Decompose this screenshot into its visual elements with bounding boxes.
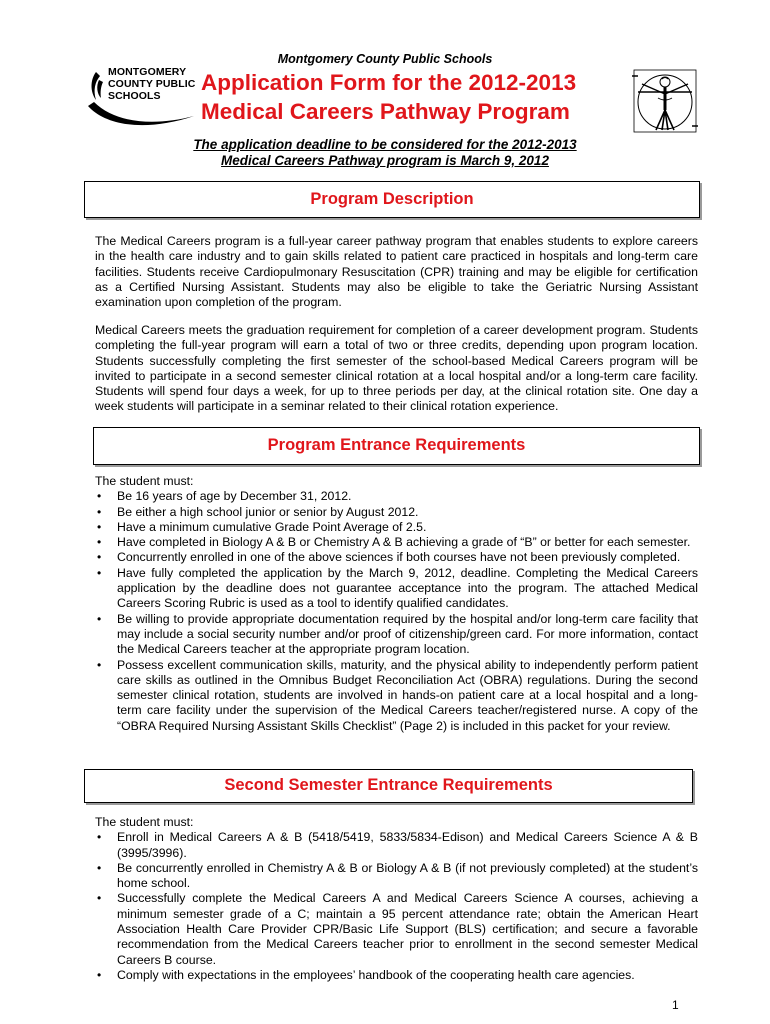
title-line-2: Medical Careers Pathway Program bbox=[201, 99, 570, 124]
section-heading: Second Semester Entrance Requirements bbox=[224, 776, 553, 794]
second-semester-heading-box bbox=[84, 769, 693, 803]
list-intro: The student must: bbox=[95, 815, 194, 829]
list-intro: The student must: bbox=[95, 474, 194, 488]
list-item: • Have fully completed the application by the March 9, 2012, deadline. Completing the Medical Careers application by the deadline does not guarantee acceptance into the program. The attached Medical Careers Scoring Rubric is used as a tool to identify qualified candidates. bbox=[95, 566, 698, 612]
logo-line: COUNTY PUBLIC bbox=[108, 78, 196, 90]
list-item: • Have completed in Biology A & B or Chemistry A & B achieving a grade of “B” or better for each semester. bbox=[95, 535, 698, 550]
program-description-paragraph-2: Medical Careers meets the graduation requirement for completion of a career development program. Students completing the full-year program will earn a total of two or three credits, depending upon program location. Students successfully completing the first semester of the school-based Medical Careers program will be invited to participate in a second semester clinical rotation at a local hospital and/or a long-term care facility. Students will spend four days a week, for up to three periods per day, at the clinical rotation site. One day a week students will participate in a seminar related to their clinical rotation experience. bbox=[95, 323, 698, 414]
deadline-line-2: Medical Careers Pathway program is March 9, 2012 bbox=[221, 153, 549, 168]
mcps-logo bbox=[86, 66, 198, 138]
list-item: • Have a minimum cumulative Grade Point Average of 2.5. bbox=[95, 520, 698, 535]
logo-line: MONTGOMERY bbox=[108, 66, 187, 78]
program-description-paragraph-1: The Medical Careers program is a full-year career pathway program that enables students to explore careers in the health care industry and to gain skills related to patient care practiced in hospitals and long-term care facilities. Students receive Cardiopulmonary Resuscitation (CPR) training and may be eligible for certification as a Certified Nursing Assistant. Students may also be eligible to take the Geriatric Nursing Assistant examination upon completion of the program. bbox=[95, 234, 698, 310]
list-item: • Be either a high school junior or senior by August 2012. bbox=[95, 505, 698, 520]
list-item: • Be concurrently enrolled in Chemistry A & B or Biology A & B (if not previously completed) at the student’s home school. bbox=[95, 861, 698, 892]
program-description-heading-box bbox=[84, 181, 700, 218]
section-heading: Program Entrance Requirements bbox=[267, 436, 526, 454]
logo-line: SCHOOLS bbox=[108, 90, 161, 102]
list-item: • Successfully complete the Medical Careers A and Medical Careers Science A courses, achieving a minimum semester grade of a C; maintain a 95 percent attendance rate; obtain the American Heart Association Health Care Provider CPR/Basic Life Support (BLS) certification; and secure a favorable recommendation from the Medical Careers teacher prior to enrollment in the second semester Medical Careers B course. bbox=[95, 891, 698, 967]
list-item: • Enroll in Medical Careers A & B (5418/5419, 5833/5834-Edison) and Medical Careers Science A & B (3995/3996). bbox=[95, 830, 698, 861]
logo-text bbox=[108, 66, 195, 102]
deadline-notice bbox=[0, 137, 770, 169]
deadline-line-1: The application deadline to be considered for the 2012-2013 bbox=[193, 137, 577, 152]
page-title bbox=[201, 68, 621, 126]
list-item: • Be willing to provide appropriate documentation required by the hospital and/or long-term care facility that may include a social security number and/or proof of citizenship/green card. For more information, contact the Medical Careers teacher at the appropriate program location. bbox=[95, 612, 698, 658]
district-header: Montgomery County Public Schools bbox=[277, 52, 493, 66]
entrance-requirements-heading-box bbox=[93, 427, 700, 465]
list-item: • Possess excellent communication skills, maturity, and the physical ability to independently perform patient care skills as outlined in the Omnibus Budget Reconciliation Act (OBRA) regulations. During the second semester clinical rotation, students are involved in hands-on patient care at a local hospital and a long-term care facility under the supervision of the Medical Careers teacher/registered nurse. A copy of the “OBRA Required Nursing Assistant Skills Checklist” (Page 2) is included in this packet for your review. bbox=[95, 658, 698, 734]
title-line-1: Application Form for the 2012-2013 bbox=[201, 70, 577, 95]
list-item: • Be 16 years of age by December 31, 2012. bbox=[95, 489, 698, 504]
list-item: • Comply with expectations in the employees’ handbook of the cooperating health care agencies. bbox=[95, 968, 698, 983]
section-heading: Program Description bbox=[310, 190, 474, 208]
entrance-requirements-list bbox=[95, 474, 698, 734]
second-semester-list bbox=[95, 815, 698, 983]
list-item: • Concurrently enrolled in one of the above sciences if both courses have not been previously completed. bbox=[95, 550, 698, 565]
page-number: 1 bbox=[672, 998, 679, 1012]
vitruvian-man-icon bbox=[632, 68, 698, 134]
